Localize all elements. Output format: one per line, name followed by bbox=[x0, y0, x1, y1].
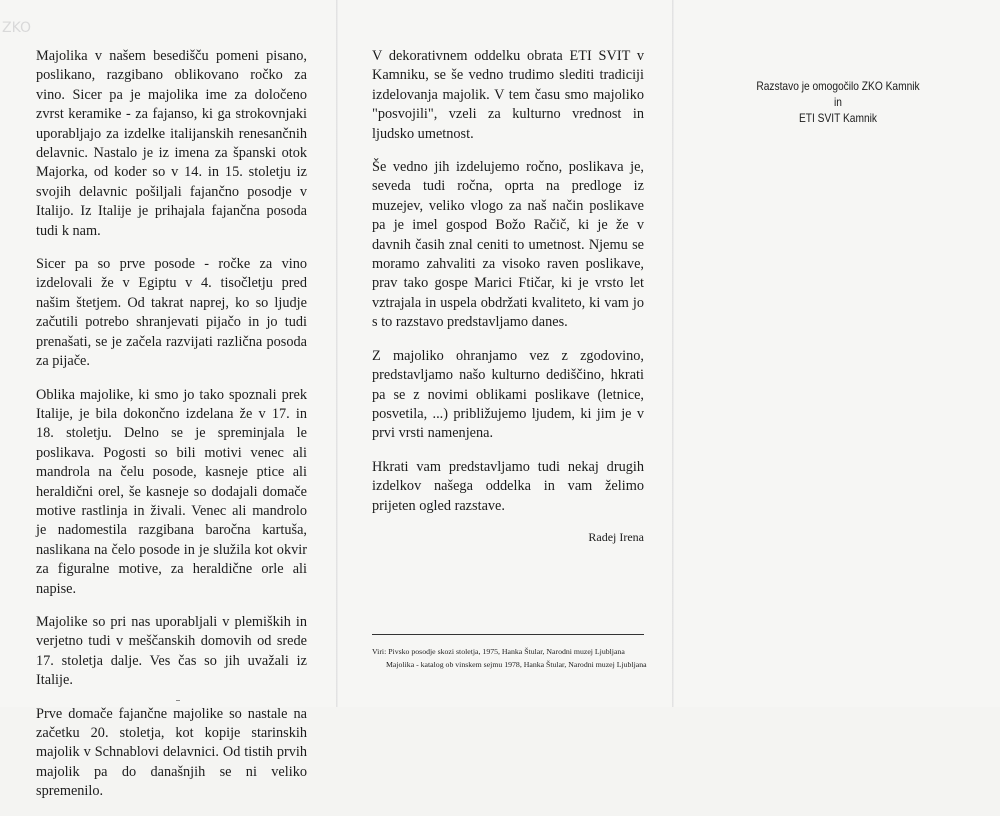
paragraph: Prve domače fajančne majolike so nastale na začetku 20. stoletja, kot kopije starinskih majolik v Schnablovi delavnici. Od tistih prvih majolik pa do današnjih se ni veliko spremenilo. bbox=[36, 705, 307, 800]
paragraph: Še vedno jih izdelujemo ročno, poslikava je, seveda tudi ročna, oprta na predloge iz muzejev, veliko vlogo za naš način poslikave pa je imel gospod Božo Račič, ki je že v davnih časih znal ceniti to umetnost. Njemu se moramo zahvaliti za visoko raven poslikave, prav tako gospe Marici Ftičar, ki je vrsto let vztrajala in uspela obdržati kvaliteto, ki vam jo s to razstavo predstavljamo danes. bbox=[372, 159, 644, 331]
signature: Radej Irena bbox=[588, 529, 644, 544]
sources-footnote bbox=[372, 634, 647, 671]
panel-middle-workshop bbox=[372, 47, 644, 545]
fold-line-left bbox=[336, 0, 338, 707]
source-line: Majolika - katalog ob vinskem sejmu 1978, Hanka Štular, Narodni muzej Ljubljana bbox=[386, 660, 647, 669]
credit-line: in bbox=[834, 95, 842, 109]
faint-stamp: ZKO bbox=[2, 20, 32, 36]
paragraph: Majolike so pri nas uporabljali v plemiških in verjetno tudi v meščanskih domovih od srede 17. stoletja dalje. Ves čas so jih uvažali iz Italije. bbox=[36, 613, 307, 689]
credit-line: Razstavo je omogočilo ZKO Kamnik bbox=[756, 79, 920, 93]
paragraph: Sicer pa so prve posode - ročke za vino izdelovali že v Egiptu v 4. tisočletju pred našim štetjem. Od takrat naprej, ko so ljudje začutili potrebo shranjevati pijačo in jo tudi prenašati, se je začela razvijati različna posoda za pijače. bbox=[36, 256, 307, 370]
scan-mark bbox=[176, 700, 180, 701]
panel-left-history bbox=[36, 47, 307, 816]
paragraph: Oblika majolike, ki smo jo tako spoznali prek Italije, je bila dokončno izdelana že v 17. in 18. stoletju. Delno se je spreminjala le poslikava. Pogosti so bili motivi venec ali mandrola na čelu posode, kasneje ptice ali heraldični orel, še kasneje so dodajali domače motive rastlinja in živali. Venec ali mandrolo je nadomestila razgibana baročna kartuša, naslikana na čelo posode in je služila kot okvir za figuralne motive, za heraldične orle ali napise. bbox=[36, 386, 307, 597]
fold-line-right bbox=[672, 0, 674, 707]
source-line: Viri: Pivsko posodje skozi stoletja, 1975, Hanka Štular, Narodni muzej Ljubljana bbox=[372, 647, 625, 656]
paragraph: Z majoliko ohranjamo vez z zgodovino, predstavljamo našo kulturno dediščino, hkrati pa se z novimi oblikami poslikave (letnice, posvetila, ...) približujemo ljudem, ki jim je v prvi vrsti namenjena. bbox=[372, 347, 644, 442]
panel-right-credit bbox=[680, 78, 996, 126]
paragraph: Majolika v našem besedišču pomeni pisano, poslikano, razgibano oblikovano ročko za vino. Sicer pa je majolika ime za določeno zvrst keramike - za fajanso, ki ga strokovnjaki uporabljajo za izdelke italijanskih renesančnih delavnic. Nastalo je iz imena za španski otok Majorka, od koder so v 14. in 15. stoletju iz svojih delavnic pošiljali fajančno posodje v Italijo. Iz Italije je prihajala fajančna posoda tudi k nam. bbox=[36, 48, 307, 239]
credit-line: ETI SVIT Kamnik bbox=[798, 111, 878, 125]
paragraph: Hkrati vam predstavljamo tudi nekaj drugih izdelkov našega oddelka in vam želimo prijeten ogled razstave. bbox=[372, 458, 644, 514]
paragraph: V dekorativnem oddelku obrata ETI SVIT v Kamniku, se še vedno trudimo slediti tradiciji izdelovanja majolik. V tem času smo majoliko "posvojili", vzeli za kulturno vrednost in ljudsko umetnost. bbox=[372, 48, 644, 142]
